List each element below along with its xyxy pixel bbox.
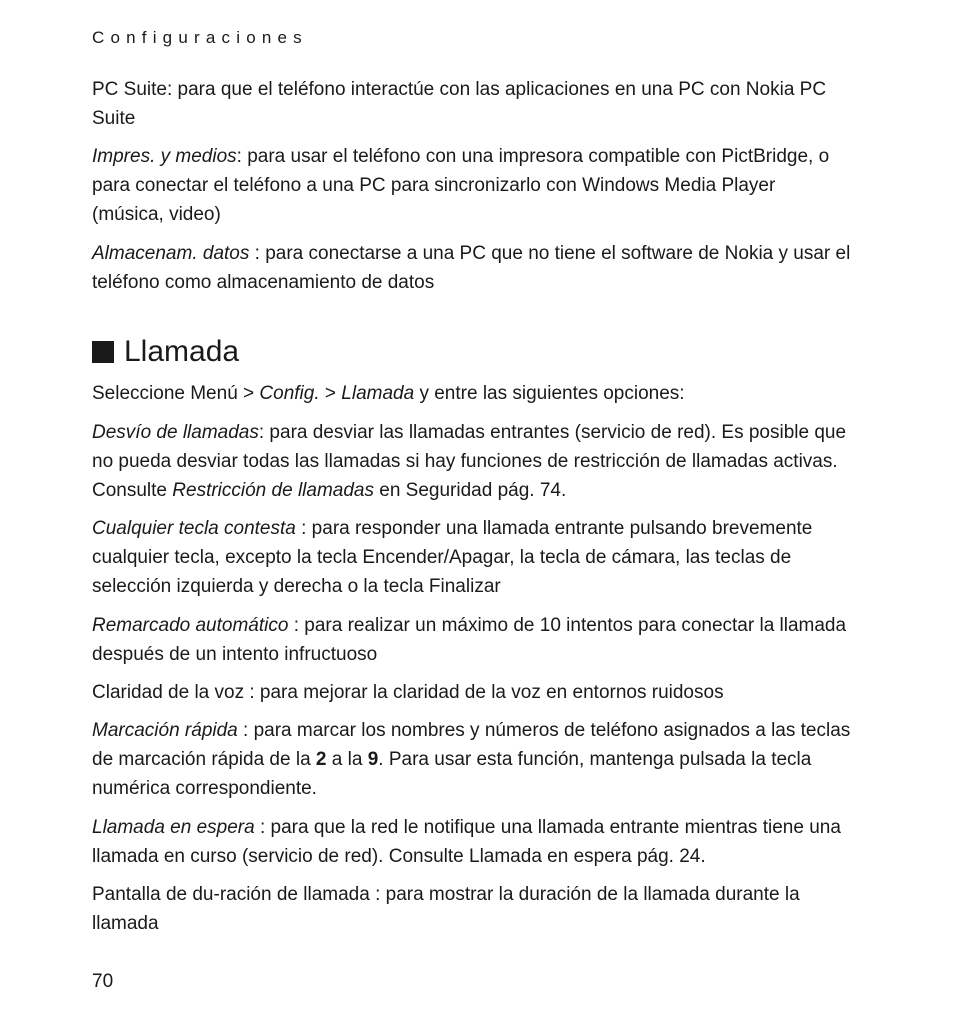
option-pantalla-duracion: Pantalla de du-ración de llamada : para mostrar la duración de la llamada durante la llamada (92, 884, 800, 934)
option-term: Remarcado automático (92, 615, 289, 636)
option-description: : para marcar los nombres y números de teléfono asignados a las teclas de marcación rápida de la (92, 720, 851, 770)
option-desvio (92, 418, 852, 505)
option-description: : para realizar un máximo de 10 intentos para conectar la llamada después de un intento infructuoso (92, 615, 847, 665)
section-heading (92, 333, 239, 371)
option-cualquier-tecla (92, 514, 852, 601)
option-pc-suite (92, 75, 852, 133)
option-term: Marcación rápida (92, 720, 238, 741)
option-description: : para que el teléfono interactúe con las aplicaciones en una PC con Nokia PC Suite (92, 79, 827, 129)
section-intro (92, 379, 852, 408)
option-description: : para responder una llamada entrante pulsando brevemente cualquier tecla, excepto la tecla Encender/Apagar, la tecla de cámara, las teclas de selección izquierda y derecha o la tecla Finalizar (92, 518, 813, 597)
intro-post: y entre las siguientes opciones: (414, 383, 685, 404)
option-claridad: Claridad de la voz : para mejorar la claridad de la voz en entornos ruidosos (92, 682, 724, 703)
running-head: Configuraciones (92, 28, 308, 47)
cross-reference: Restricción de llamadas (172, 480, 374, 501)
menu-path-llamada: Llamada (341, 383, 415, 404)
option-term: Impres. y medios (92, 146, 237, 167)
option-term: Almacenam. datos (92, 243, 250, 264)
option-impres-medios (92, 142, 852, 229)
path-separator: > (237, 383, 260, 404)
option-description: : para desviar las llamadas entrantes (servicio de red). Es posible que no pueda desviar todas las llamadas si hay funciones de restricción de llamadas activas. Consulte (92, 422, 847, 501)
menu-path-menu: Menú (190, 383, 238, 404)
page-number: 70 (92, 971, 114, 992)
option-description: : para que la red le notifique una llamada entrante mientras tiene una llamada en curso (servicio de red). Consulte Llamada en espera pág. 24. (92, 817, 841, 867)
black-square-icon (92, 341, 114, 363)
option-espera (92, 813, 852, 871)
menu-path-config: Config. (259, 383, 320, 404)
option-description-mid: a la (326, 749, 368, 770)
key-to: 9 (367, 749, 379, 770)
key-from: 2 (315, 749, 327, 770)
path-separator: > (319, 383, 342, 404)
option-term: Desvío de llamadas (92, 422, 259, 443)
option-term: Cualquier tecla contesta (92, 518, 296, 539)
option-marcacion (92, 716, 852, 803)
option-description-end: . Para usar esta función, mantenga pulsada la tecla numérica correspondiente. (92, 749, 812, 799)
option-term: PC Suite (92, 79, 167, 100)
option-description: : para conectarse a una PC que no tiene el software de Nokia y usar el teléfono como almacenamiento de datos (92, 243, 851, 293)
option-description-end: en Seguridad pág. 74. (373, 480, 567, 501)
section-title: Llamada (124, 335, 240, 368)
option-term: Llamada en espera (92, 817, 255, 838)
option-almacenam-datos (92, 239, 852, 297)
option-remarcado (92, 611, 852, 669)
intro-pre: Seleccione (92, 383, 191, 404)
option-description: : para usar el teléfono con una impresora compatible con PictBridge, o para conectar el teléfono a una PC para sincronizarlo con Windows Media Player (música, video) (92, 146, 830, 225)
